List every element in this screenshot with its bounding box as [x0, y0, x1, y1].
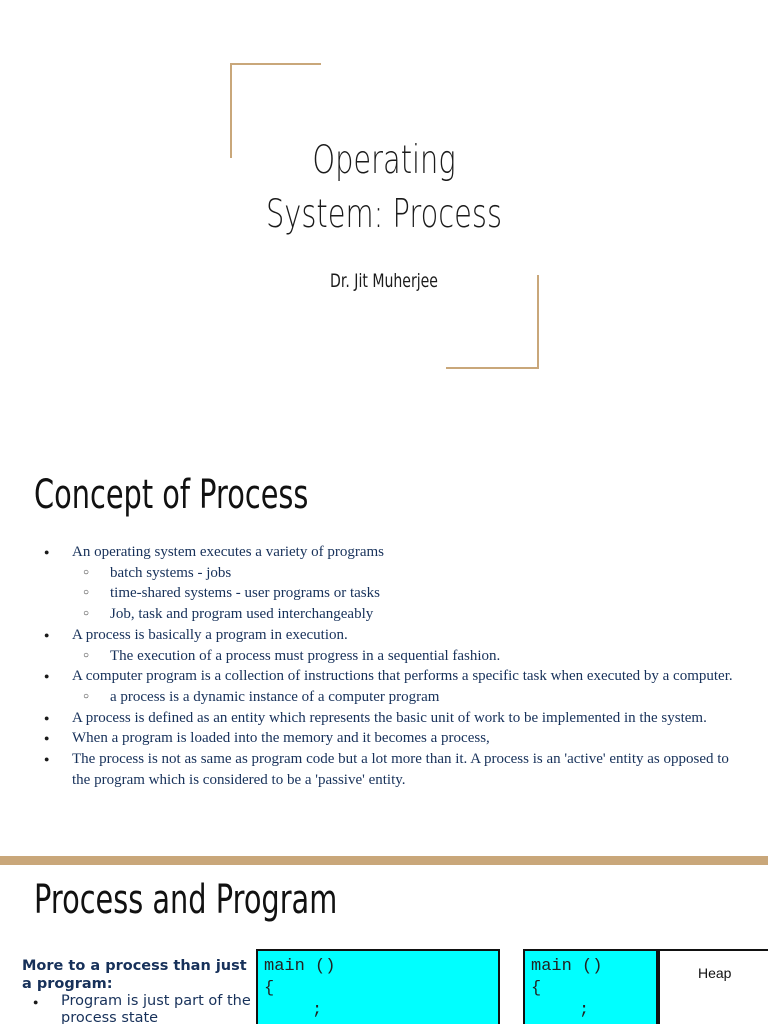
bullet-list [0, 542, 768, 790]
slide-title-line2: System: Process [265, 192, 502, 237]
sub-bullet-item: ○ Job, task and program used interchangeably [0, 604, 750, 625]
program-code-box [256, 949, 500, 1024]
frame-corner-top-left-horizontal [230, 63, 321, 65]
bullet-item: ● The process is not as same as program code but a lot more than it. A process is an 'active' entity as opposed to the program which is considered to be a 'passive' entity. [0, 749, 742, 790]
frame-corner-bottom-right-horizontal [446, 367, 539, 369]
slide-divider [0, 856, 768, 865]
sub-bullet-item: ○ a process is a dynamic instance of a computer program [0, 687, 750, 708]
heap-box [658, 949, 768, 1024]
process-code-box [523, 949, 658, 1024]
code-line: main () [531, 957, 603, 976]
bullet-item: ● When a program is loaded into the memory and it becomes a process, [0, 728, 742, 749]
bullet-item: ● A process is basically a program in execution. [0, 625, 742, 646]
sub-bullet-item: ○ The execution of a process must progress in a sequential fashion. [0, 646, 750, 667]
sub-bullet-item: ○ time-shared systems - user programs or tasks [0, 583, 750, 604]
slide-heading: Process and Program [34, 877, 338, 923]
bullet-item: ● An operating system executes a variety of programs [0, 542, 742, 563]
left-column-title: More to a process than just a program: [22, 958, 247, 992]
slide-heading: Concept of Process [34, 472, 309, 518]
bullet-item: ● A process is defined as an entity which represents the basic unit of work to be implemented in the system. [0, 708, 742, 729]
heap-label: Heap [698, 965, 732, 981]
bullet-dot-icon: ● [33, 997, 39, 1007]
left-column-bullet: Program is just part of the process state [61, 993, 251, 1024]
concept-of-process-slide [0, 440, 768, 856]
code-line: main () [264, 957, 336, 976]
code-line: ; [312, 1001, 323, 1020]
title-slide [0, 0, 768, 432]
code-line: ; [579, 1001, 590, 1020]
sub-bullet-item: ○ batch systems - jobs [0, 563, 750, 584]
slide-title-line1: Operating [312, 138, 456, 183]
code-line: { [531, 979, 542, 998]
author-name: Dr. Jit Muherjee [330, 270, 438, 292]
bullet-item: ● A computer program is a collection of instructions that performs a specific task when executed by a computer. [0, 666, 742, 687]
code-line: { [264, 979, 275, 998]
process-and-program-slide [0, 865, 768, 1024]
